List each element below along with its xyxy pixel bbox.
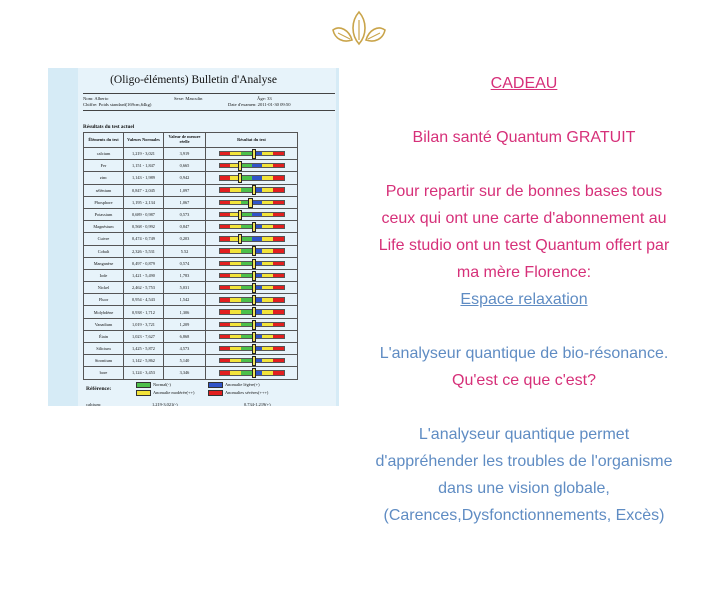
report-divider xyxy=(83,93,335,94)
table-row xyxy=(84,330,298,342)
cell-value: 6,868 xyxy=(164,330,206,342)
column-header: Éléments du test xyxy=(84,133,124,148)
cell-normal: 1,019 - 3,721 xyxy=(124,318,164,330)
promo-text xyxy=(369,70,679,529)
result-bar xyxy=(219,285,285,290)
result-bar xyxy=(219,273,285,278)
cell-value: 1,542 xyxy=(164,294,206,306)
cell-normal: 0,847 - 2,045 xyxy=(124,184,164,196)
cell-element: Fer xyxy=(84,160,124,172)
cell-result-bar xyxy=(206,257,298,269)
result-marker xyxy=(252,271,256,281)
leaf-ornament-icon xyxy=(328,10,390,48)
result-marker xyxy=(248,198,252,208)
result-bar xyxy=(219,261,285,266)
cell-value: 0,847 xyxy=(164,221,206,233)
cell-normal: 0,497 - 0,879 xyxy=(124,257,164,269)
result-bar xyxy=(219,322,285,327)
result-marker xyxy=(252,356,256,366)
cell-result-bar xyxy=(206,282,298,294)
cell-value: 1,306 xyxy=(164,306,206,318)
cell-result-bar xyxy=(206,196,298,208)
cell-value: 1,783 xyxy=(164,269,206,281)
cell-element: Magnésium xyxy=(84,221,124,233)
report-name: Nom: Alberto xyxy=(83,96,109,101)
result-bar xyxy=(219,212,285,217)
espace-relaxation-link[interactable]: Espace relaxation xyxy=(460,291,588,308)
cell-normal: 1,421 - 5,490 xyxy=(124,269,164,281)
result-bar xyxy=(219,297,285,302)
cell-normal: 1,151 - 1,847 xyxy=(124,160,164,172)
result-marker xyxy=(238,234,242,244)
cell-element: Nickel xyxy=(84,282,124,294)
report-title: (Oligo-éléments) Bulletin d'Analyse xyxy=(110,74,277,86)
table-row xyxy=(84,160,298,172)
cell-element: zinc xyxy=(84,172,124,184)
report-divider xyxy=(83,110,335,111)
result-bar xyxy=(219,370,285,375)
cell-normal: 1,425 - 5,872 xyxy=(124,343,164,355)
cell-normal: 1,023 - 7,627 xyxy=(124,330,164,342)
result-marker xyxy=(252,368,256,378)
result-marker xyxy=(252,185,256,195)
cell-value: 1,209 xyxy=(164,318,206,330)
cell-result-bar xyxy=(206,355,298,367)
cell-element: calcium xyxy=(84,148,124,160)
result-bar xyxy=(219,334,285,339)
result-marker xyxy=(252,149,256,159)
table-row xyxy=(84,233,298,245)
cell-element: sélénium xyxy=(84,184,124,196)
result-bar xyxy=(219,236,285,241)
cell-value: 0,573 xyxy=(164,208,206,220)
cell-result-bar xyxy=(206,343,298,355)
cell-normal: 2,326 - 5,531 xyxy=(124,245,164,257)
result-bar xyxy=(219,248,285,253)
cell-value: 5.52 xyxy=(164,245,206,257)
cell-result-bar xyxy=(206,245,298,257)
result-marker xyxy=(252,283,256,293)
result-marker xyxy=(252,295,256,305)
cell-result-bar xyxy=(206,184,298,196)
cell-normal: 0,568 - 0,992 xyxy=(124,221,164,233)
result-marker xyxy=(238,173,242,183)
result-marker xyxy=(252,222,256,232)
analyzer-question: Qu'est ce que c'est? xyxy=(452,372,596,389)
cell-element: Silicium xyxy=(84,343,124,355)
cell-normal: 1,124 - 3,453 xyxy=(124,367,164,379)
legend-slight: Anomalie légère(+) xyxy=(208,382,260,388)
column-header: Valeur de mesure réelle xyxy=(164,133,206,148)
report-figure: Chiffre: Poids standard(169cm,64kg) xyxy=(83,102,152,107)
cell-element: Manganèse xyxy=(84,257,124,269)
result-bar xyxy=(219,200,285,205)
result-marker xyxy=(252,259,256,269)
table-row xyxy=(84,172,298,184)
cell-result-bar xyxy=(206,294,298,306)
table-row xyxy=(84,294,298,306)
table-row xyxy=(84,306,298,318)
legend-severe: Anomalies sévères(+++) xyxy=(208,390,268,396)
table-row xyxy=(84,367,298,379)
result-bar xyxy=(219,346,285,351)
result-marker xyxy=(252,246,256,256)
result-marker xyxy=(252,320,256,330)
report-section-title: Résultats du test actuel xyxy=(83,124,135,130)
cell-element: Cuivre xyxy=(84,233,124,245)
legend-moderate: Anomalie modérée(++) xyxy=(136,390,194,396)
cell-element: Potassium xyxy=(84,208,124,220)
cell-normal: 2,462 - 5,753 xyxy=(124,282,164,294)
analyzer-title: L'analyseur quantique de bio-résonance. xyxy=(379,345,669,362)
result-marker xyxy=(252,344,256,354)
cell-value: 0,665 xyxy=(164,160,206,172)
table-row xyxy=(84,196,298,208)
cell-result-bar xyxy=(206,233,298,245)
cell-element: Phosphore xyxy=(84,196,124,208)
cell-value: 3,919 xyxy=(164,148,206,160)
result-marker xyxy=(238,161,242,171)
footer-element: calcium: xyxy=(86,402,102,406)
result-marker xyxy=(252,307,256,317)
cell-normal: 1,142 - 5,862 xyxy=(124,355,164,367)
cell-value: 0,574 xyxy=(164,257,206,269)
cell-element: Cobalt xyxy=(84,245,124,257)
table-row xyxy=(84,221,298,233)
cell-result-bar xyxy=(206,208,298,220)
cell-value: 1,097 xyxy=(164,184,206,196)
cell-value: 4,573 xyxy=(164,343,206,355)
analysis-report-image xyxy=(48,68,339,406)
table-row xyxy=(84,148,298,160)
table-row xyxy=(84,318,298,330)
cell-normal: 1,219 - 3,021 xyxy=(124,148,164,160)
analyzer-description: L'analyseur quantique permet d'appréhender les troubles de l'organisme dans une vision globale, (Carences,Dysfonctionnements, Excès) xyxy=(375,426,673,524)
legend-reference-label: Référence: xyxy=(86,386,112,392)
cell-result-bar xyxy=(206,221,298,233)
cell-result-bar xyxy=(206,172,298,184)
cell-result-bar xyxy=(206,269,298,281)
result-bar xyxy=(219,163,285,168)
results-table xyxy=(83,132,298,380)
cell-element: bore xyxy=(84,367,124,379)
result-bar xyxy=(219,309,285,314)
cell-normal: 0,954 - 4,543 xyxy=(124,294,164,306)
table-row xyxy=(84,343,298,355)
report-exam-date: Date d'examen: 2011-01-30 09:50 xyxy=(228,102,291,107)
result-marker xyxy=(252,332,256,342)
cell-value: 5,031 xyxy=(164,282,206,294)
cell-normal: 0,474 - 0,749 xyxy=(124,233,164,245)
column-header: Valeurs Normales xyxy=(124,133,164,148)
cell-value: 0,203 xyxy=(164,233,206,245)
heading-cadeau: CADEAU xyxy=(490,75,558,92)
cell-element: Iode xyxy=(84,269,124,281)
table-row xyxy=(84,208,298,220)
result-bar xyxy=(219,187,285,192)
footer-slight-range: 0,734-1,219(+) xyxy=(244,402,271,406)
report-age: Âge: 33 xyxy=(257,96,272,101)
cell-value: 1,067 xyxy=(164,196,206,208)
table-row xyxy=(84,184,298,196)
cell-result-bar xyxy=(206,318,298,330)
cell-element: Strontium xyxy=(84,355,124,367)
cell-normal: 0,938 - 1,712 xyxy=(124,306,164,318)
cell-element: Fluor xyxy=(84,294,124,306)
result-bar xyxy=(219,175,285,180)
cell-normal: 1,195 - 2,134 xyxy=(124,196,164,208)
subtitle: Bilan santé Quantum GRATUIT xyxy=(412,129,636,146)
cell-result-bar xyxy=(206,160,298,172)
cell-normal: 1,143 - 1,989 xyxy=(124,172,164,184)
table-row xyxy=(84,269,298,281)
cell-result-bar xyxy=(206,148,298,160)
column-header: Résultat du test xyxy=(206,133,298,148)
table-row xyxy=(84,282,298,294)
cell-result-bar xyxy=(206,367,298,379)
result-bar xyxy=(219,224,285,229)
result-marker xyxy=(238,210,242,220)
legend-normal: Normal(-) xyxy=(136,382,171,388)
table-row xyxy=(84,257,298,269)
cell-normal: 0,689 - 0,987 xyxy=(124,208,164,220)
table-row xyxy=(84,245,298,257)
cell-value: 3,346 xyxy=(164,367,206,379)
report-sex: Sexe: Masculin xyxy=(174,96,203,101)
intro-paragraph: Pour repartir sur de bonnes bases tous ceux qui ont une carte d'abonnement au Life studio ont un test Quantum offert par ma mère Florence: xyxy=(378,183,670,281)
cell-element: Vanadium xyxy=(84,318,124,330)
cell-element: Étain xyxy=(84,330,124,342)
cell-value: 0,942 xyxy=(164,172,206,184)
footer-normal-range: 1,219-3,021(-) xyxy=(152,402,178,406)
cell-element: Molybdène xyxy=(84,306,124,318)
result-bar xyxy=(219,151,285,156)
table-row xyxy=(84,355,298,367)
cell-result-bar xyxy=(206,306,298,318)
result-bar xyxy=(219,358,285,363)
cell-value: 5,140 xyxy=(164,355,206,367)
cell-result-bar xyxy=(206,330,298,342)
